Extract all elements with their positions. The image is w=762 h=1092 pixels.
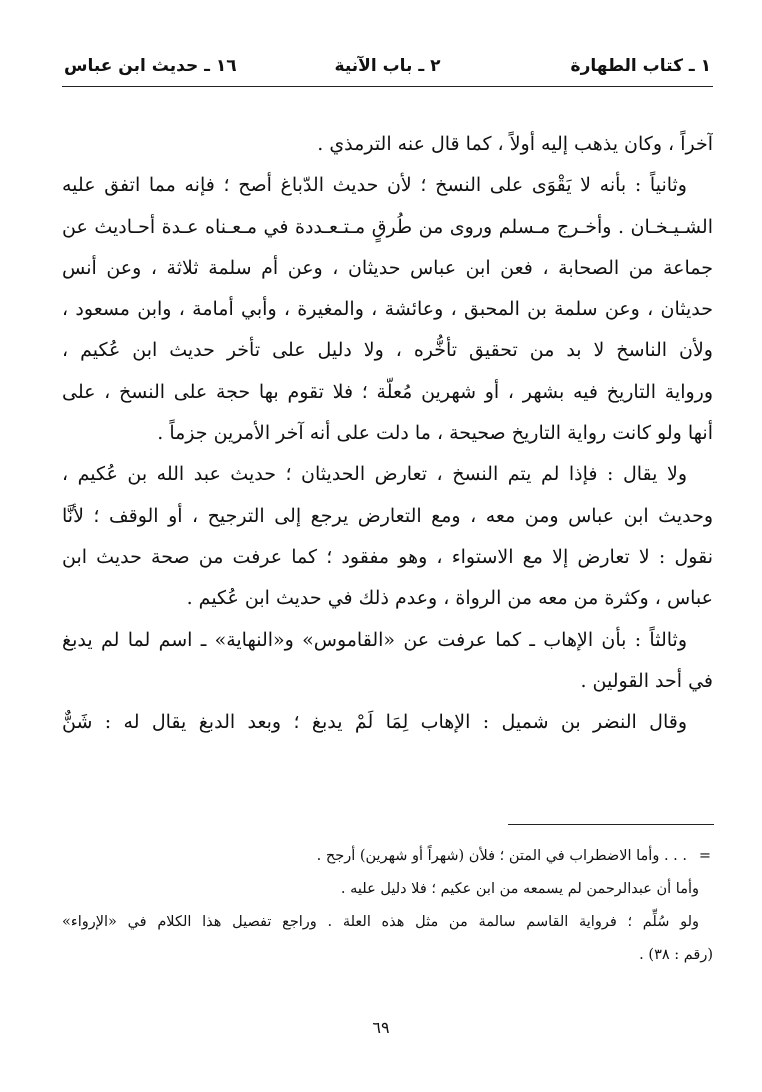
header-hadith-title: ١٦ ـ حديث ابن عباس bbox=[64, 56, 237, 76]
footnotes bbox=[62, 840, 713, 972]
text-line: نقول : لا تعارض إلا مع الاستواء ، وهو مفقود ؛ كما عرفت من صحة حديث ابن bbox=[62, 545, 713, 568]
footnote-continuation-mark: = bbox=[698, 848, 711, 864]
footnote-separator bbox=[508, 824, 714, 825]
footnote-line: (رقم : ٣٨) . bbox=[639, 947, 713, 963]
text-line: عباس ، وكثرة من معه من الرواة ، وعدم ذلك في حديث ابن عُكيم . bbox=[186, 587, 713, 610]
page-number: ٦٩ bbox=[372, 1018, 390, 1037]
header-chapter-title: ٢ ـ باب الآنية bbox=[334, 56, 441, 76]
footnote-line: ولو سُلِّم ؛ فرواية القاسم سالمة من مثل هذه العلة . وراجع تفصيل هذا الكلام في «الإرواء» bbox=[62, 914, 699, 930]
text-line: أنها ولو كانت رواية التاريخ صحيحة ، ما دلت على أنه آخر الأمرين جزماً . bbox=[157, 422, 713, 445]
text-line: وثالثاً : بأن الإهاب ـ كما عرفت عن «القاموس» و«النهاية» ـ اسم لما لم يدبغ bbox=[62, 628, 687, 651]
text-line: حديثان ، وعن سلمة بن المحبق ، وعائشة ، والمغيرة ، وأبي أمامة ، وابن مسعود ، bbox=[62, 298, 713, 321]
text-line: الشـيـخـان . وأخـرج مـسلم وروى من طُرقٍ مـتـعـددة في مـعـناه عـدة أحـاديث عن bbox=[62, 215, 713, 238]
footnote-text: . . . وأما الاضطراب في المتن ؛ فلأن (شهراً أو شهرين) أرجح . bbox=[316, 848, 687, 864]
header-book-title: ١ ـ كتاب الطهارة bbox=[570, 56, 711, 76]
running-header bbox=[62, 52, 713, 87]
text-line: ولا يقال : فإذا لم يتم النسخ ، تعارض الحديثان ؛ حديث عبد الله بن عُكيم ، bbox=[62, 463, 687, 486]
text-line: ولأن الناسخ لا بد من تحقيق تأخُّره ، ولا دليل على تأخر حديث ابن عُكيم ، bbox=[62, 339, 713, 362]
footnote-line bbox=[62, 840, 713, 873]
footnote-line: وأما أن عبدالرحمن لم يسمعه من ابن عكيم ؛ فلا دليل عليه . bbox=[340, 881, 699, 897]
text-line: وثانياً : بأنه لا يَقْوَى على النسخ ؛ لأن حديث الدّباغ أصح ؛ فإنه مما اتفق عليه bbox=[62, 174, 687, 197]
text-line: ورواية التاريخ فيه بشهر ، أو شهرين مُعلّة ؛ فلا تقوم بها حجة على النسخ ، على bbox=[62, 380, 713, 403]
text-line: وقال النضر بن شميل : الإهاب لِمَا لَمْ يدبغ ؛ وبعد الدبغ يقال له : شَنٌّ bbox=[62, 711, 687, 734]
main-text bbox=[62, 124, 713, 743]
text-line: في أحد القولين . bbox=[580, 669, 713, 692]
text-line: آخراً ، وكان يذهب إليه أولاً ، كما قال عنه الترمذي . bbox=[317, 133, 713, 155]
text-line: وحديث ابن عباس ومن معه ، ومع التعارض يرجع إلى الترجيح ، أو الوقف ؛ لأنَّا bbox=[62, 504, 713, 527]
text-line: جماعة من الصحابة ، فعن ابن عباس حديثان ، وعن أم سلمة ثلاثة ، وعن أنس bbox=[62, 256, 713, 279]
